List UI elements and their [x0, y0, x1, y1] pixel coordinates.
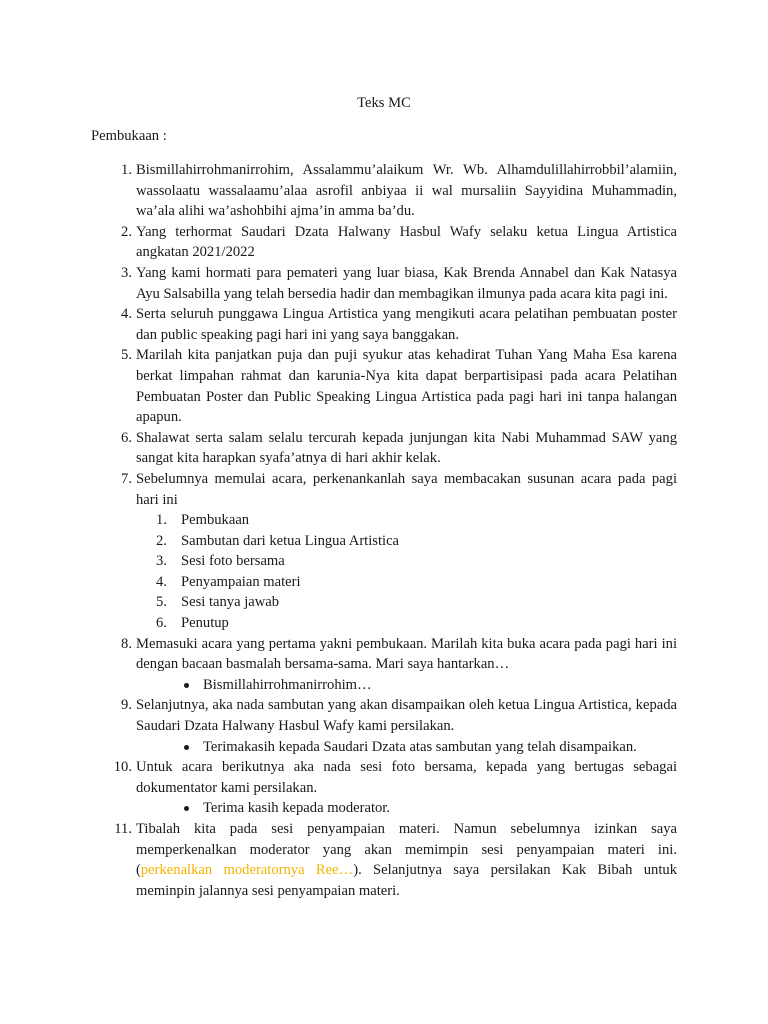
agenda-text: Penutup: [181, 615, 229, 632]
bullet-text: Terima kasih kepada moderator.: [203, 800, 391, 817]
bullet-text: Bismillahirrohmanirrohim…: [203, 676, 372, 693]
bullet-item: [136, 675, 677, 696]
bullet-icon: [184, 745, 189, 750]
list-item: [0, 345, 677, 427]
list-item: [0, 634, 677, 696]
list-text: Sebelumnya memulai acara, perkenankanlah saya membacakan susunan acara pada pagi hari ini: [136, 470, 677, 508]
list-item: [0, 304, 677, 345]
agenda-text: Sesi tanya jawab: [181, 594, 280, 611]
bullet-item: [136, 737, 677, 758]
list-text: Memasuki acara yang pertama yakni pembukaan. Marilah kita buka acara pada pagi hari ini dengan bacaan basmalah bersama-sama. Mari saya hantarkan…: [136, 635, 677, 673]
list-text: Shalawat serta salam selalu tercurah kepada junjungan kita Nabi Muhammad SAW yang sangat kita harapkan syafa’atnya di hari akhir kelak.: [136, 429, 677, 467]
agenda-item: 1. Pembukaan: [156, 512, 250, 529]
bullet-icon: [184, 683, 189, 688]
list-text: Yang terhormat Saudari Dzata Halwany Hasbul Wafy selaku ketua Lingua Artistica angkatan 2021/2022: [136, 223, 677, 261]
list-text: Marilah kita panjatkan puja dan puji syukur atas kehadirat Tuhan Yang Maha Esa karena berkat limpahan rahmat dan karunia-Nya kita dapat berpartisipasi pada acara Pelatihan Pembuatan Poster dan Public Speaking Lingua Artistica pada pagi hari ini tanpa halangan apapun.: [136, 347, 677, 426]
list-number: 8.: [121, 635, 132, 652]
list-number: 3.: [121, 264, 132, 281]
agenda-item: 4. Penyampaian materi: [156, 573, 301, 590]
agenda-sublist: [136, 510, 677, 634]
agenda-text: Sambutan dari ketua Lingua Artistica: [181, 532, 400, 549]
list-item: [0, 428, 677, 469]
main-list: [0, 160, 677, 901]
agenda-text: Pembukaan: [181, 512, 250, 529]
agenda-item: 3. Sesi foto bersama: [156, 553, 285, 570]
list-number: 5.: [121, 347, 132, 364]
list-number: 10.: [113, 759, 132, 776]
document-title: Teks MC: [357, 95, 411, 111]
list-text: [136, 819, 677, 901]
bullet-list: [136, 798, 677, 819]
bullet-list: [136, 675, 677, 696]
list-item: [0, 469, 677, 634]
list-text-after: ). Selanjutnya saya persilakan Kak Bibah untuk meminpin jalannya sesi penyampaian materi.: [136, 862, 677, 899]
list-number: 7.: [121, 470, 132, 487]
list-item: [0, 160, 677, 222]
list-number: 2.: [121, 223, 132, 240]
agenda-text: Penyampaian materi: [181, 573, 301, 590]
agenda-item: 2. Sambutan dari ketua Lingua Artistica: [156, 532, 400, 549]
list-text: Bismillahirrohmanirrohim, Assalammu’alaikum Wr. Wb. Alhamdulillahirrobbil’alamiin, wassolaatu wassalaamu’alaa asrofil anbiyaa ii wal mursaliin Sayyidina Muhammadin, wa’ala alihi wa’ashohbihi ajma’in amma ba’du.: [136, 162, 677, 220]
section-label: Pembukaan :: [91, 128, 167, 144]
list-number: 1.: [121, 162, 132, 178]
list-item: [0, 695, 677, 757]
bullet-text: Terimakasih kepada Saudari Dzata atas sambutan yang telah disampaikan.: [203, 738, 637, 755]
list-item: [0, 263, 677, 304]
bullet-list: [136, 737, 677, 758]
list-number: 11.: [114, 821, 132, 837]
list-text: Untuk acara berikutnya aka nada sesi foto bersama, kepada yang bertugas sebagai dokumentator kami persilakan.: [136, 759, 677, 796]
list-text: Serta seluruh punggawa Lingua Artistica yang mengikuti acara pelatihan pembuatan poster dan public speaking pagi hari ini yang saya banggakan.: [136, 306, 677, 343]
list-item: [0, 757, 677, 819]
list-item: [0, 222, 677, 263]
list-text-before: Tibalah kita pada sesi penyampaian materi. Namun sebelumnya izinkan saya memperkenalkan moderator yang akan memimpin sesi penyampaian materi ini. (: [136, 821, 677, 879]
agenda-text: Sesi foto bersama: [181, 553, 285, 570]
list-number: 6.: [121, 429, 132, 446]
bullet-item: [136, 798, 677, 819]
bullet-icon: [184, 806, 189, 811]
agenda-item: 6. Penutup: [156, 615, 229, 632]
list-text: Selanjutnya, aka nada sambutan yang akan disampaikan oleh ketua Lingua Artistica, kepada Saudari Dzata Halwany Hasbul Wafy kami persilakan.: [136, 697, 677, 735]
list-number: 9.: [121, 697, 132, 714]
list-text: Yang kami hormati para pemateri yang luar biasa, Kak Brenda Annabel dan Kak Natasya Ayu Salsabilla yang telah bersedia hadir dan membagikan ilmunya pada acara kita pagi ini.: [136, 264, 677, 302]
list-item: [0, 819, 677, 901]
list-number: 4.: [121, 306, 132, 323]
highlighted-note: perkenalkan moderatornya Ree…: [140, 862, 354, 879]
agenda-item: 5. Sesi tanya jawab: [156, 594, 280, 611]
